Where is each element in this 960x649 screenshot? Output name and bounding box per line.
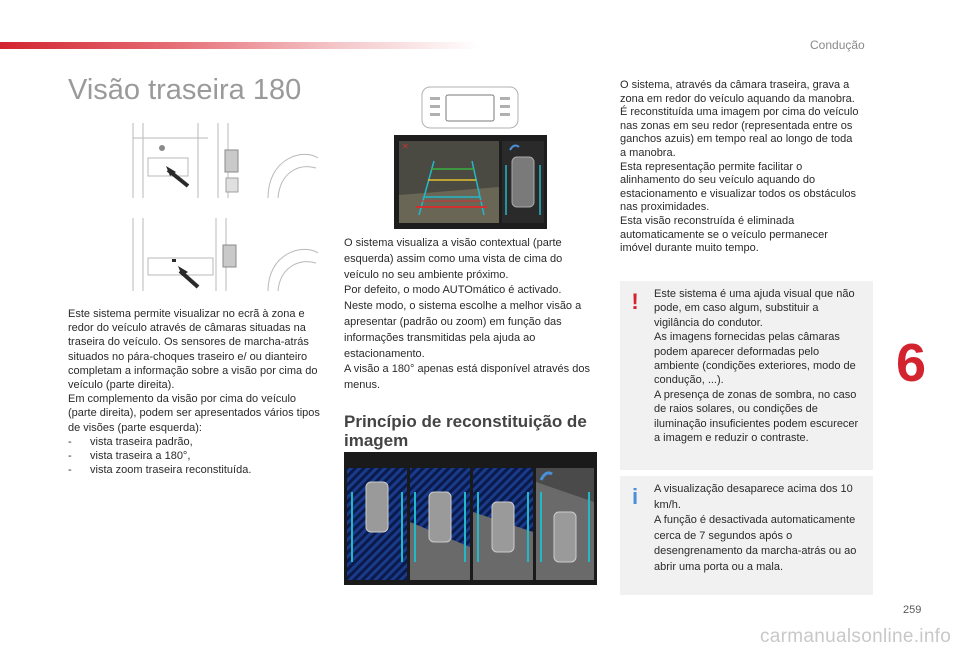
- warning-paragraph: Este sistema é uma ajuda visual que não pode, em caso algum, substituir a vigilância do condutor.: [654, 288, 855, 329]
- reconstruction-sequence-illustration: [344, 452, 597, 585]
- list-item-text: vista traseira padrão,: [90, 435, 193, 448]
- rear-camera-figure-bottom: [128, 213, 323, 295]
- svg-text:✕: ✕: [402, 142, 409, 151]
- watermark: carmanualsonline.info: [760, 626, 952, 647]
- middle-paragraph: O sistema visualiza a visão contextual (parte esquerda) assim como uma vista de cima do veículo no seu ambiente próximo.: [344, 237, 563, 281]
- camera-view-figure: [394, 135, 547, 229]
- info-paragraph: A visualização desaparece acima dos 10 km/h.: [654, 483, 853, 511]
- intro-paragraph: Este sistema permite visualizar no ecrã à zona e redor do veículo através de câmaras situadas na traseira do veículo. Os sensores de marcha-atrás situados no pára-choques traseiro e/ ou dianteiro completam a informação sobre a visão por cima do veículo (parte direita).: [68, 308, 318, 392]
- header-accent-bar: [0, 42, 480, 49]
- touchscreen-illustration: [420, 85, 520, 130]
- middle-paragraph: Por defeito, o modo AUTOmático é activado.: [344, 284, 562, 297]
- list-item-text: vista zoom traseira reconstituída.: [90, 464, 252, 477]
- van-rear-camera-illustration: [128, 118, 323, 204]
- right-paragraph: Esta visão reconstruída é eliminada automaticamente se o veículo permanecer imóvel durante muito tempo.: [620, 214, 828, 255]
- page-number: 259: [903, 604, 922, 616]
- list-dash: -: [68, 435, 72, 448]
- chapter-name: Condução: [810, 38, 865, 52]
- intro-text: [68, 307, 324, 477]
- list-item-text: vista traseira a 180°,: [90, 450, 191, 463]
- warning-paragraph: A presença de zonas de sombra, no caso de raios solares, ou condições de iluminação insuficientes podem escurecer a imagem e reduzir o contraste.: [654, 388, 859, 445]
- list-item: [68, 435, 324, 449]
- right-paragraph: Esta representação permite facilitar o alinhamento do seu veículo aquando do estacionamento e visualizar todos os obstáculos nas proximidades.: [620, 160, 857, 214]
- van-rear-bumper-illustration: [128, 213, 323, 295]
- chapter-number: 6: [895, 333, 927, 393]
- middle-paragraph: Neste modo, o sistema escolhe a melhor visão a apresentar (padrão ou zoom) em função das informações transmitidas pela ajuda ao estacionamento.: [344, 300, 582, 360]
- right-paragraph: O sistema, através da câmara traseira, grava a zona em redor do veículo aquando da manobra. É reconstituída uma imagem por cima do veículo nas zonas em seu redor (representada entre os ganchos azuis) em tempo real ao longo de toda a manobra.: [620, 79, 859, 159]
- warning-icon: !: [631, 289, 639, 314]
- section-heading: Princípio de reconstituição de imagem: [344, 412, 587, 450]
- warning-note: [620, 281, 873, 470]
- dashboard-screen-figure: [420, 85, 520, 130]
- middle-text: [344, 236, 598, 394]
- intro-paragraph: Em complemento da visão por cima do veículo (parte direita), podem ser apresentados vários tipos de visões (parte esquerda):: [68, 393, 320, 434]
- info-paragraph: A função é desactivada automaticamente cerca de 7 segundos após o desengrenamento da marcha-atrás ou ao abrir uma porta ou a mala.: [654, 514, 857, 573]
- page-title: Visão traseira 180: [68, 74, 302, 106]
- right-text: [620, 79, 860, 256]
- reconstitution-figure: [344, 452, 597, 585]
- list-item: [68, 463, 324, 477]
- list-dash: -: [68, 450, 72, 463]
- info-icon: i: [631, 484, 639, 509]
- rear-camera-display-illustration: [394, 135, 547, 229]
- warning-paragraph: As imagens fornecidas pelas câmaras podem aparecer deformadas pelo ambiente (condições exteriores, modo de condução, ...).: [654, 331, 856, 387]
- rear-camera-figure-top: [128, 118, 323, 204]
- list-item: [68, 449, 324, 463]
- middle-paragraph: A visão a 180° apenas está disponível através dos menus.: [344, 363, 590, 392]
- list-dash: -: [68, 464, 72, 477]
- info-note: [620, 476, 873, 595]
